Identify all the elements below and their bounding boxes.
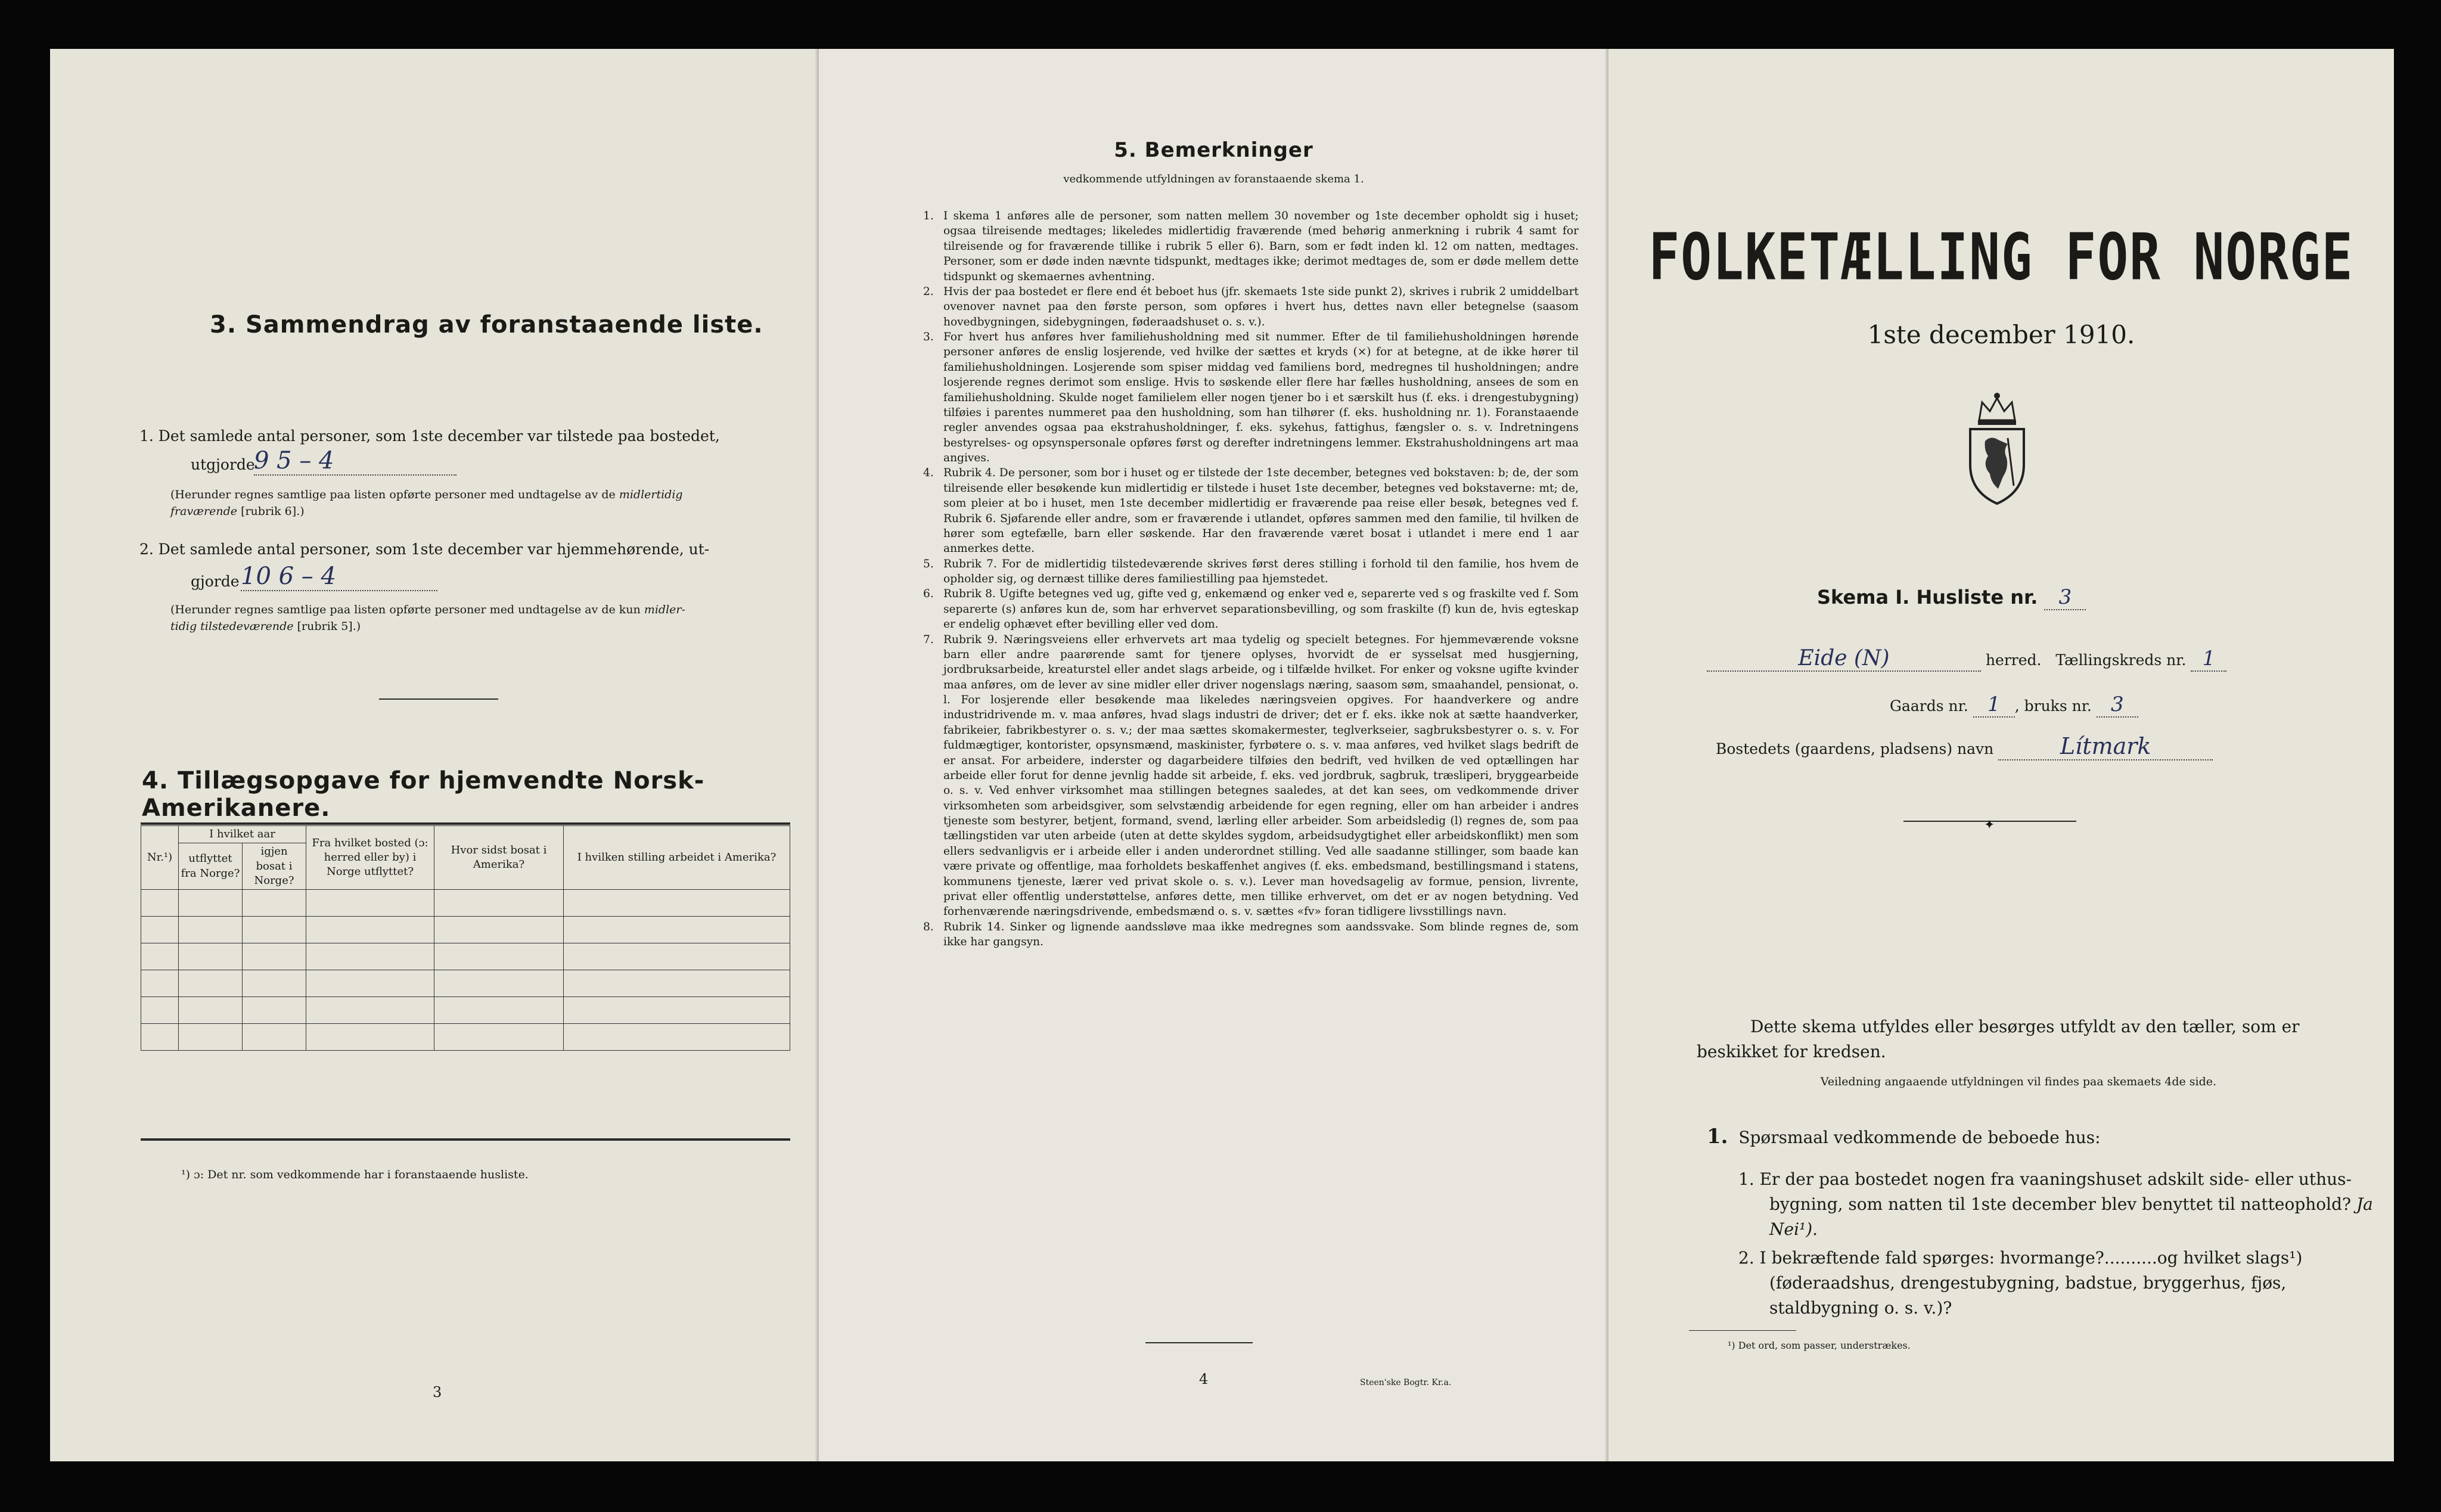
table-cell[interactable] [179,970,243,997]
remark-item: 8. Rubrik 14. Sinker og lignende aandssløve maa ikke medregnes som aandssvake. Som blinde regnes de, som ikke har gangsyn. [923,920,1579,948]
page-left [50,49,819,1461]
summary-item-1-value[interactable]: 9 5 – 4 [254,447,456,476]
table-row [141,970,790,997]
table-cell[interactable] [564,917,790,943]
table-cell[interactable] [141,997,179,1024]
kreds-field[interactable]: 1 [2191,647,2226,672]
question-1: 1. Er der paa bostedet nogen fra vaaningshuset adskilt side- eller uthus-bygning, som natten til 1ste december blev benyttet til natteophold? Ja Nei¹). [1738,1169,2373,1239]
col-igjen-header: igjen bosat i Norge? [243,843,306,890]
page-right [1608,49,2394,1461]
table-cell[interactable] [434,1024,564,1051]
remark-item: 2. Hvis der paa bostedet er flere end ét beboet hus (jfr. skemaets 1ste side punkt 2), skrives i rubrik 2 umiddelbart ovenover navnet paa den første person, som opføres i hvert hus, dettes navn eller betegnelse (saasom hovedbygningen, sidebygningen, føderaadshuset o. s. v.). [923,285,1579,328]
husliste-number[interactable]: 3 [2044,585,2086,610]
table-cell[interactable] [141,917,179,943]
col-stilling-header: I hvilken stilling arbeidet i Amerika? [564,826,790,890]
col-group-header: I hvilket aar [179,826,306,843]
instruction-small: Veiledning angaaende utfyldningen vil findes paa skemaets 4de side. [1820,1075,2217,1088]
table-top-rule [141,822,790,825]
table-cell[interactable] [564,1024,790,1051]
table-cell[interactable] [243,997,306,1024]
table-cell[interactable] [243,970,306,997]
summary-item-2: 2. Det samlede antal personer, som 1ste december var hjemmehørende, ut- [139,541,710,558]
table-row [141,890,790,917]
remark-item: 6. Rubrik 8. Ugifte betegnes ved ug, gifte ved g, enkemænd og enker ved e, separerte ved s og fraskilte ved f. Som separerte (s) anføres kun de, som har erhvervet separationsbevilling, og som fraskilte (f) kun de, hvis egteskap er endelig ophævet efter bevilling eller ved dom. [923,588,1579,631]
col-hvor-header: Hvor sidst bosat i Amerika? [434,826,564,890]
table-row [141,917,790,943]
printer-imprint: Steen'ske Bogtr. Kr.a. [1360,1378,1452,1387]
remark-item: 1. I skema 1 anføres alle de personer, som natten mellem 30 november og 1ste december opholdt sig i huset; ogsaa tilreisende medtages; likeledes midlertidig fraværende (med behørig anmerkning i rubrik 4 samt for tilreisende og for fraværende tillike i rubrik 5 eller 6). Barn, som er født inden kl. 12 om natten, medtages. Personer, som er døde inden nævnte tidspunkt, medtages ikke; derimot medtages de, som er døde mellem dette tidspunkt og skemaernes avhentning. [923,210,1579,283]
table-cell[interactable] [564,890,790,917]
herred-row: Eide (N) herred. Tællingskreds nr. 1 [1707,646,2350,672]
census-date: 1ste december 1910. [1867,320,2135,349]
gaards-row: Gaards nr. 1 , bruks nr. 3 [1890,693,2138,718]
table-cell[interactable] [306,917,434,943]
table-cell[interactable] [564,970,790,997]
table-cell[interactable] [306,943,434,970]
table-cell[interactable] [179,1024,243,1051]
table-cell[interactable] [141,970,179,997]
section-3-title: 3. Sammendrag av foranstaaende liste. [210,311,763,339]
table-cell[interactable] [434,970,564,997]
table-cell[interactable] [306,970,434,997]
divider [1145,1342,1253,1343]
question-2: 2. I bekræftende fald spørges: hvormange?..........og hvilket slags¹) (føderaadshus, drengestubygning, badstue, bryggerhus, fjøs, staldbygning o. s. v.)? [1738,1248,2303,1318]
summary-item-1: 1. Det samlede antal personer, som 1ste december var tilstede paa bostedet, [139,427,720,445]
page-middle [819,49,1608,1461]
col-fra-header: Fra hvilket bosted (ɔ: herred eller by) i Norge utflyttet? [306,826,434,890]
herred-field[interactable]: Eide (N) [1707,646,1981,672]
divider [379,698,498,700]
table-cell[interactable] [243,917,306,943]
page-number: 4 [1199,1371,1209,1387]
summary-item-2-value[interactable]: 10 6 – 4 [241,563,437,591]
table-row [141,997,790,1024]
coat-of-arms-icon [1955,387,2039,509]
questions-header: 1. Spørsmaal vedkommende de beboede hus: [1707,1125,2101,1148]
table-cell[interactable] [243,943,306,970]
table-footnote: ¹) ɔ: Det nr. som vedkommende har i foranstaaende husliste. [181,1168,529,1181]
table-cell[interactable] [141,943,179,970]
instruction-text: Dette skema utfyldes eller besørges utfyldt av den tæller, som er beskikket for kredsen. [1697,1017,2300,1061]
remark-item: 3. For hvert hus anføres hver familiehusholdning med sit nummer. Efter de til familiehusholdningen hørende personer anføres de enslig losjerende, ved hvilke der sættes et kryds (×) for at betegne, at de ikke hører til familiehusholdningen. Losjerende som spiser middag ved familiens bord, medregnes til husholdningen; andre losjerende regnes derimot som enslige. Hvis to søskende eller flere har fælles husholdning, ansees de som en familiehusholdning. Skulde noget familielem eller nogen tjener bo i et særskilt hus (f. eks. i drengestubygning) tilføies i parentes nummeret paa den husholdning, som han tilhører (f. eks. husholdning nr. 1). Foranstaaende regler anvendes ogsaa paa ekstrahusholdninger, f. eks. sykehus, fattighus, fængsler o. s. v. Indretningens bestyrelses- og opsynspersonale opføres først og derefter indretningens lemmer. Ekstrahusholdningens art maa angives. [923,331,1579,464]
col-utflyttet-header: utflyttet fra Norge? [179,843,243,890]
table-bottom-rule [141,1138,790,1141]
bosted-row: Bostedets (gaardens, pladsens) navn Lítmark [1716,733,2213,760]
table-cell[interactable] [434,890,564,917]
table-row [141,943,790,970]
census-title: FOLKETÆLLING FOR NORGE [1648,220,2354,295]
summary-item-1-note: (Herunder regnes samtlige paa listen opførte personer med undtagelse av de midlertidig fraværende [rubrik 6].) [170,488,683,518]
page-number: 3 [433,1384,442,1401]
table-cell[interactable] [141,1024,179,1051]
table-cell[interactable] [179,890,243,917]
bruks-field[interactable]: 3 [2097,693,2138,718]
table-cell[interactable] [179,917,243,943]
table-cell[interactable] [564,943,790,970]
remarks-list [923,209,1579,949]
table-cell[interactable] [243,1024,306,1051]
remark-item: 7. Rubrik 9. Næringsveiens eller erhvervets art maa tydelig og specielt betegnes. For hjemmeværende voksne barn eller andre paarørende samt for tjenere oplyses, hvorvidt de er sysselsat med husgjerning, jordbruksarbeide, kreaturstel eller andet slags arbeide, og i tilfælde hvilket. For enker og voksne ugifte kvinder maa anføres, om de lever av sine midler eller driver nogenslags næring, saasom søm, smaahandel, pensionat, o. l. For losjerende eller besøkende maa likeledes næringsveien opgives. For haandverkere og andre industridrivende m. v. maa anføres, hvad slags industri de driver; det er f. eks. ikke nok at sætte haandverker, fabrikeier, fabrikbestyrer o. s. v.; der maa sættes skomakermester, teglverkseier, sagbruksbestyrer o. s. v. For fuldmægtiger, kontorister, opsynsmænd, maskinister, fyrbøtere o. s. v. maa anføres, ved hvilket slags bedrift de er ansat. For arbeidere, inderster og dagarbeidere tilføies den bedrift, ved hvilken de ved optællingen har arbeide eller forut for denne jevnlig hadde sit arbeide, f. eks. ved jordbruk, sagbruk, træsliperi, bryggearbeide o. s. v. Ved enhver virksomhet maa stillingen betegnes saaledes, at det kan sees, om vedkommende driver virksomheten som arbeidsgiver, som selvstændig arbeidende for egen regning, eller om han arbeider i andres tjeneste som bestyrer, betjent, formand, svend, lærling eller arbeider. Som arbeidsledig (l) regnes de, som paa tællingstiden var uten arbeide (uten at dette skyldes sygdom, arbeidsudygtighet eller arbeidskonflikt) men som ellers sedvanligvis er i arbeide eller i anden underordnet stilling. Ved alle saadanne stillinger, som baade kan være private og offentlige, maa forholdets beskaffenhet angives (f. eks. embedsmand, bestillingsmand i statens, kommunens tjeneste, lærer ved privat skole o. s. v.). Lever man hovedsagelig av formue, pension, livrente, privat eller offentlig understøttelse, anføres dette, men tillike erhvervet, om det er av nogen betydning. Ved forhenværende næringsdrivende, embedsmænd o. s. v. sættes «fv» foran tidligere livsstillings navn. [923,633,1579,918]
norsk-amerikanere-table [141,825,790,1051]
remark-item: 4. Rubrik 4. De personer, som bor i huset og er tilstede der 1ste december, betegnes ved bokstaven: b; de, der som tilreisende eller besøkende kun midlertidig er tilstede i huset 1ste december, betegnes ved bokstaverne: mt; de, som pleier at bo i huset, men 1ste december midlertidig er fraværende paa reise eller besøk, betegnes ved f. Rubrik 6. Sjøfarende eller andre, som er fraværende i utlandet, opføres sammen med den familie, til hvilken de hører som egtefælle, barn eller søskende. Har den fraværende været bosat i utlandet i mere end 1 aar anmerkes dette. [923,467,1579,555]
remarks-title: 5. Bemerkninger [1114,138,1313,162]
remarks-subtitle: vedkommende utfyldningen av foranstaaende skema 1. [1063,173,1364,185]
table-cell[interactable] [306,1024,434,1051]
question-1-answer[interactable]: Ja Nei¹). [1769,1194,2373,1239]
table-cell[interactable] [434,943,564,970]
table-row [141,1024,790,1051]
table-cell[interactable] [306,890,434,917]
table-cell[interactable] [141,890,179,917]
table-cell[interactable] [564,997,790,1024]
table-cell[interactable] [179,997,243,1024]
table-cell[interactable] [434,917,564,943]
table-cell[interactable] [306,997,434,1024]
bosted-field[interactable]: Lítmark [1998,733,2213,760]
gaards-field[interactable]: 1 [1973,693,2015,718]
summary-item-1-prefix: utgjorde [191,456,255,473]
section-4-title: 4. Tillægsopgave for hjemvendte Norsk-Amerikanere. [142,767,705,822]
table-cell[interactable] [243,890,306,917]
footnote-rule [1689,1330,1796,1331]
table-cell[interactable] [179,943,243,970]
table-cell[interactable] [434,997,564,1024]
summary-item-2-note: (Herunder regnes samtlige paa listen opførte personer med undtagelse av de kun midler- tidig tilstedeværende [rubrik 5].) [170,603,685,633]
ornament-icon: ✦ [1984,818,1995,833]
schema-label: Skema I. Husliste nr. 3 [1817,585,2086,610]
page3-footnote: ¹) Det ord, som passer, understrækes. [1728,1340,1911,1351]
summary-item-2-prefix: gjorde [191,573,240,590]
remark-item: 5. Rubrik 7. For de midlertidig tilstedeværende skrives først deres stilling i forhold til den familie, hos hvem de opholder sig, og dernæst tillike deres familiestilling paa hjemstedet. [923,557,1579,585]
col-nr-header: Nr.¹) [141,826,179,890]
